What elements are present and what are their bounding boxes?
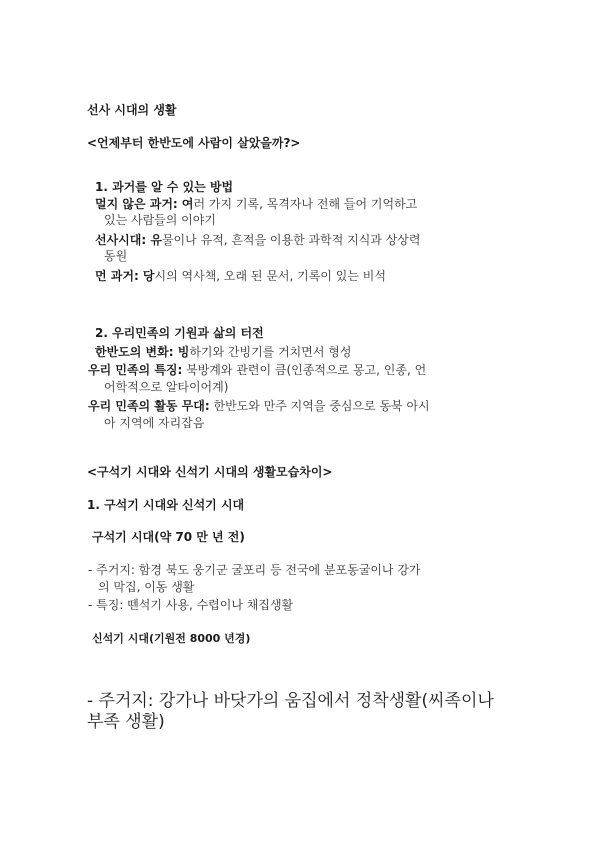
paleolithic-feature: - 특징: 뗀석기 사용, 수렵이나 채집생활: [88, 598, 294, 612]
item-term: 우리 민족의 활동 무대:: [88, 399, 210, 413]
section3-heading: <구석기 시대와 신석기 시대의 생활모습차이>: [87, 465, 333, 479]
neolithic-dwelling: - 주거지: 강가나 바닷가의 움집에서 정착생활(씨족이나: [87, 691, 494, 711]
item-peninsula-change: [95, 345, 351, 360]
section3-subheading: 1. 구석기 시대와 신석기 시대: [87, 498, 245, 512]
paleolithic-dwelling: - 주거지: 함경 북도 웅기군 굴포리 등 전국에 분포동굴이나 강가: [88, 563, 421, 577]
item-text: 한반도와 만주 지역을 중심으로 동북 아시: [209, 399, 430, 413]
item-text: 러 가지 기록, 목격자나 전해 들어 기억하고: [193, 197, 418, 211]
item-prehistoric-cont: 동원: [104, 249, 128, 263]
item-text: 물이나 유적, 흔적을 이용한 과학적 지식과 상상력: [161, 233, 421, 247]
item-recent-past-cont: 있는 사람들의 이야기: [104, 213, 216, 227]
item-distant-past: [95, 269, 386, 284]
item-term: 한반도의 변화: 빙: [95, 345, 190, 359]
item-text: 시의 역사책, 오래 된 문서, 기록이 있는 비석: [154, 269, 386, 283]
item-term: 우리 민족의 특징:: [88, 363, 183, 377]
neolithic-dwelling-cont: 부족 생활): [87, 712, 165, 732]
section2-heading: 2. 우리민족의 기원과 삶의 터전: [95, 326, 264, 340]
item-prehistoric: [95, 233, 420, 248]
item-nation-traits: [88, 363, 426, 378]
item-text: 북방계와 관련이 큼(인종적으로 몽고, 인종, 언: [182, 363, 427, 377]
section-question: <언제부터 한반도에 사람이 살았을까?>: [87, 136, 301, 150]
item-nation-traits-cont: 어학적으로 알타이어계): [104, 380, 229, 394]
paleolithic-title: 구석기 시대(약 70 만 년 전): [92, 530, 245, 544]
item-text: 하기와 간빙기를 거치면서 형성: [189, 345, 352, 359]
item-term: 선사시대: 유: [95, 233, 162, 247]
item-activity-stage-cont: 아 지역에 자리잡음: [104, 416, 205, 430]
neolithic-title: 신석기 시대(기원전 8000 년경): [92, 632, 251, 645]
page-title: 선사 시대의 생활: [87, 103, 177, 117]
item-recent-past: [95, 197, 417, 212]
item-activity-stage: [88, 399, 430, 414]
item-term: 먼 과거: 당: [95, 269, 155, 283]
paleolithic-dwelling-cont: 의 막집, 이동 생활: [98, 580, 195, 594]
section1-heading: 1. 과거를 알 수 있는 방법: [95, 180, 234, 194]
item-term: 멀지 않은 과거: 여: [95, 197, 194, 211]
